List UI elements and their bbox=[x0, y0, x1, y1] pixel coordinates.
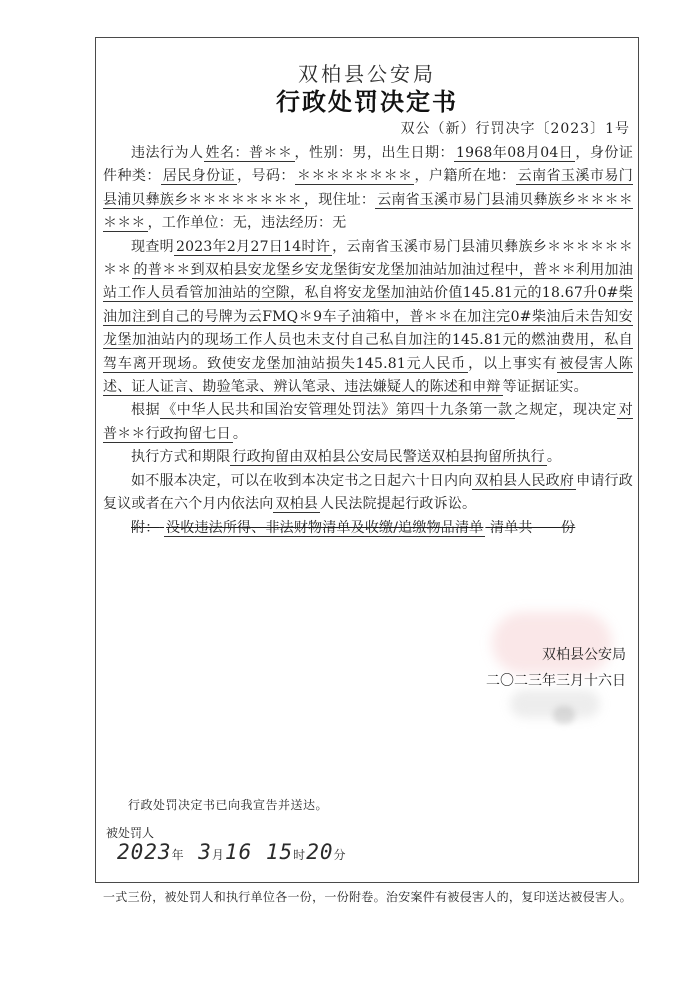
basis-mid: 之规定，现决定 bbox=[514, 402, 617, 419]
work-prefix: ，工作单位： bbox=[147, 215, 233, 232]
sign-hour-char: 时 bbox=[293, 848, 307, 862]
basis-tail: 。 bbox=[232, 425, 248, 442]
service-statement: 行政处罚决定书已向我宣告并送达。 bbox=[128, 798, 329, 812]
basis-decision: 对普＊＊行政拘留七日 bbox=[103, 402, 633, 442]
facts-evidence-lead: ，以上事实有 bbox=[468, 355, 558, 372]
attachment-label: 附： bbox=[131, 519, 160, 536]
current-address: 云南省玉溪市易门县浦贝彝族乡＊＊＊＊＊＊＊ bbox=[103, 191, 633, 232]
basis-lead: 根据 bbox=[131, 402, 161, 419]
hukou-address: 云南省玉溪市易门县浦贝彝族乡＊＊＊＊＊＊＊＊ bbox=[103, 168, 633, 208]
appeal-lead: 如不服本决定，可以在收到本决定书之日起六十日内向 bbox=[131, 472, 473, 489]
appeal-tail: 人民法院提起行政诉讼。 bbox=[320, 496, 477, 513]
seal-organization: 双柏县公安局 bbox=[542, 647, 626, 663]
facts-evidence: 被侵害人陈述、证人证言、勘验笔录、辨认笔录、违法嫌疑人的陈述和申辩 bbox=[103, 355, 634, 396]
party-gender: ，性别：男，出生日期： bbox=[294, 145, 455, 161]
sign-minute: 20 bbox=[306, 840, 334, 864]
handwritten-signature-date bbox=[117, 840, 347, 864]
id-type: 居民身份证 bbox=[162, 168, 236, 185]
execution-method: 行政拘留由双柏县公安局民警送双柏县拘留所执行 bbox=[232, 449, 545, 466]
document-number: 双公（新）行罚决字〔2023〕1号 bbox=[400, 121, 630, 137]
sign-minute-char: 分 bbox=[333, 848, 347, 862]
receiver-label: 被处罚人 bbox=[106, 826, 155, 840]
attachment-line bbox=[103, 517, 633, 540]
execution-tail: 。 bbox=[546, 449, 562, 466]
basis-law: 《中华人民共和国治安管理处罚法》第四十九条第一款 bbox=[162, 402, 513, 419]
party-birth: 1968年08月04日 bbox=[456, 145, 574, 161]
facts-place: ，云南省玉溪市易门县浦贝彝族乡＊＊＊＊＊＊＊＊ bbox=[103, 238, 633, 279]
seal-date: 二〇二三年三月十六日 bbox=[486, 673, 626, 689]
sign-year: 2023 bbox=[117, 840, 172, 864]
party-name: 姓名：普＊＊ bbox=[205, 145, 293, 161]
appeal-mid: 申请行政复议或者在六个月内依法向 bbox=[103, 472, 633, 513]
execution-lead: 执行方式和期限 bbox=[131, 449, 231, 466]
attachment-tail: 清单共 份 bbox=[490, 519, 576, 536]
seal-block bbox=[486, 642, 626, 694]
id-no-prefix: ，号码： bbox=[237, 168, 295, 185]
id-number: ＊＊＊＊＊＊＊＊ bbox=[296, 168, 413, 185]
address-prefix: ，现住址： bbox=[304, 191, 376, 208]
facts-lead: 现查明 bbox=[131, 238, 174, 255]
work-unit: 无 bbox=[232, 215, 248, 232]
hukou-prefix: ，户籍所在地： bbox=[414, 168, 516, 185]
appeal-paragraph bbox=[103, 470, 633, 517]
facts-paragraph bbox=[103, 236, 633, 400]
sign-month: 3 bbox=[198, 840, 212, 864]
party-lead: 违法行为人 bbox=[131, 145, 204, 161]
sign-day: 16 bbox=[224, 840, 253, 864]
redacted-mark-small bbox=[553, 706, 575, 724]
appeal-government: 双柏县人民政府 bbox=[474, 472, 575, 489]
record-prefix: ，违法经历： bbox=[247, 215, 333, 232]
sign-year-char: 年 bbox=[171, 848, 185, 862]
basis-paragraph bbox=[103, 399, 633, 446]
footer-note: 一式三份，被处罚人和执行单位各一份，一份附卷。治安案件有被侵害人的，复印送达被侵害人。 bbox=[103, 890, 632, 904]
facts-time: 2023年2月27日14时许 bbox=[176, 238, 331, 255]
appeal-court: 双柏县 bbox=[275, 496, 319, 513]
document-title: 行政处罚决定书 bbox=[276, 87, 458, 116]
violation-record: 无 bbox=[332, 215, 347, 232]
facts-detail: 的普＊＊到双柏县安龙堡乡安龙堡街安龙堡加油站加油过程中，普＊＊利用加油站工作人员看管加油站的空隙，私自将安龙堡加油站价值145.81元的18.67升0#柴油加注到自己的号牌为云FMQ＊9车子油箱中，普＊＊在加注完0#柴油后未告知安龙堡加油站内的现场工作人员也未支付自己私自加注的145.81元的燃油费用，私自驾车离开现场。致使安龙堡加油站损失145.81元人民币 bbox=[103, 262, 633, 372]
issuing-organization: 双柏县公安局 bbox=[298, 62, 436, 86]
sign-hour: 15 bbox=[265, 840, 294, 864]
id-type-prefix: ，身份证件种类： bbox=[103, 145, 634, 185]
sign-month-char: 月 bbox=[211, 848, 225, 862]
execution-paragraph bbox=[103, 446, 633, 469]
document-body bbox=[103, 142, 633, 540]
party-info-paragraph bbox=[103, 142, 633, 236]
facts-evidence-tail: 等证据证实。 bbox=[502, 379, 588, 396]
attachment-content: 没收违法所得、非法财物清单及收缴/追缴物品清单 bbox=[166, 519, 484, 536]
